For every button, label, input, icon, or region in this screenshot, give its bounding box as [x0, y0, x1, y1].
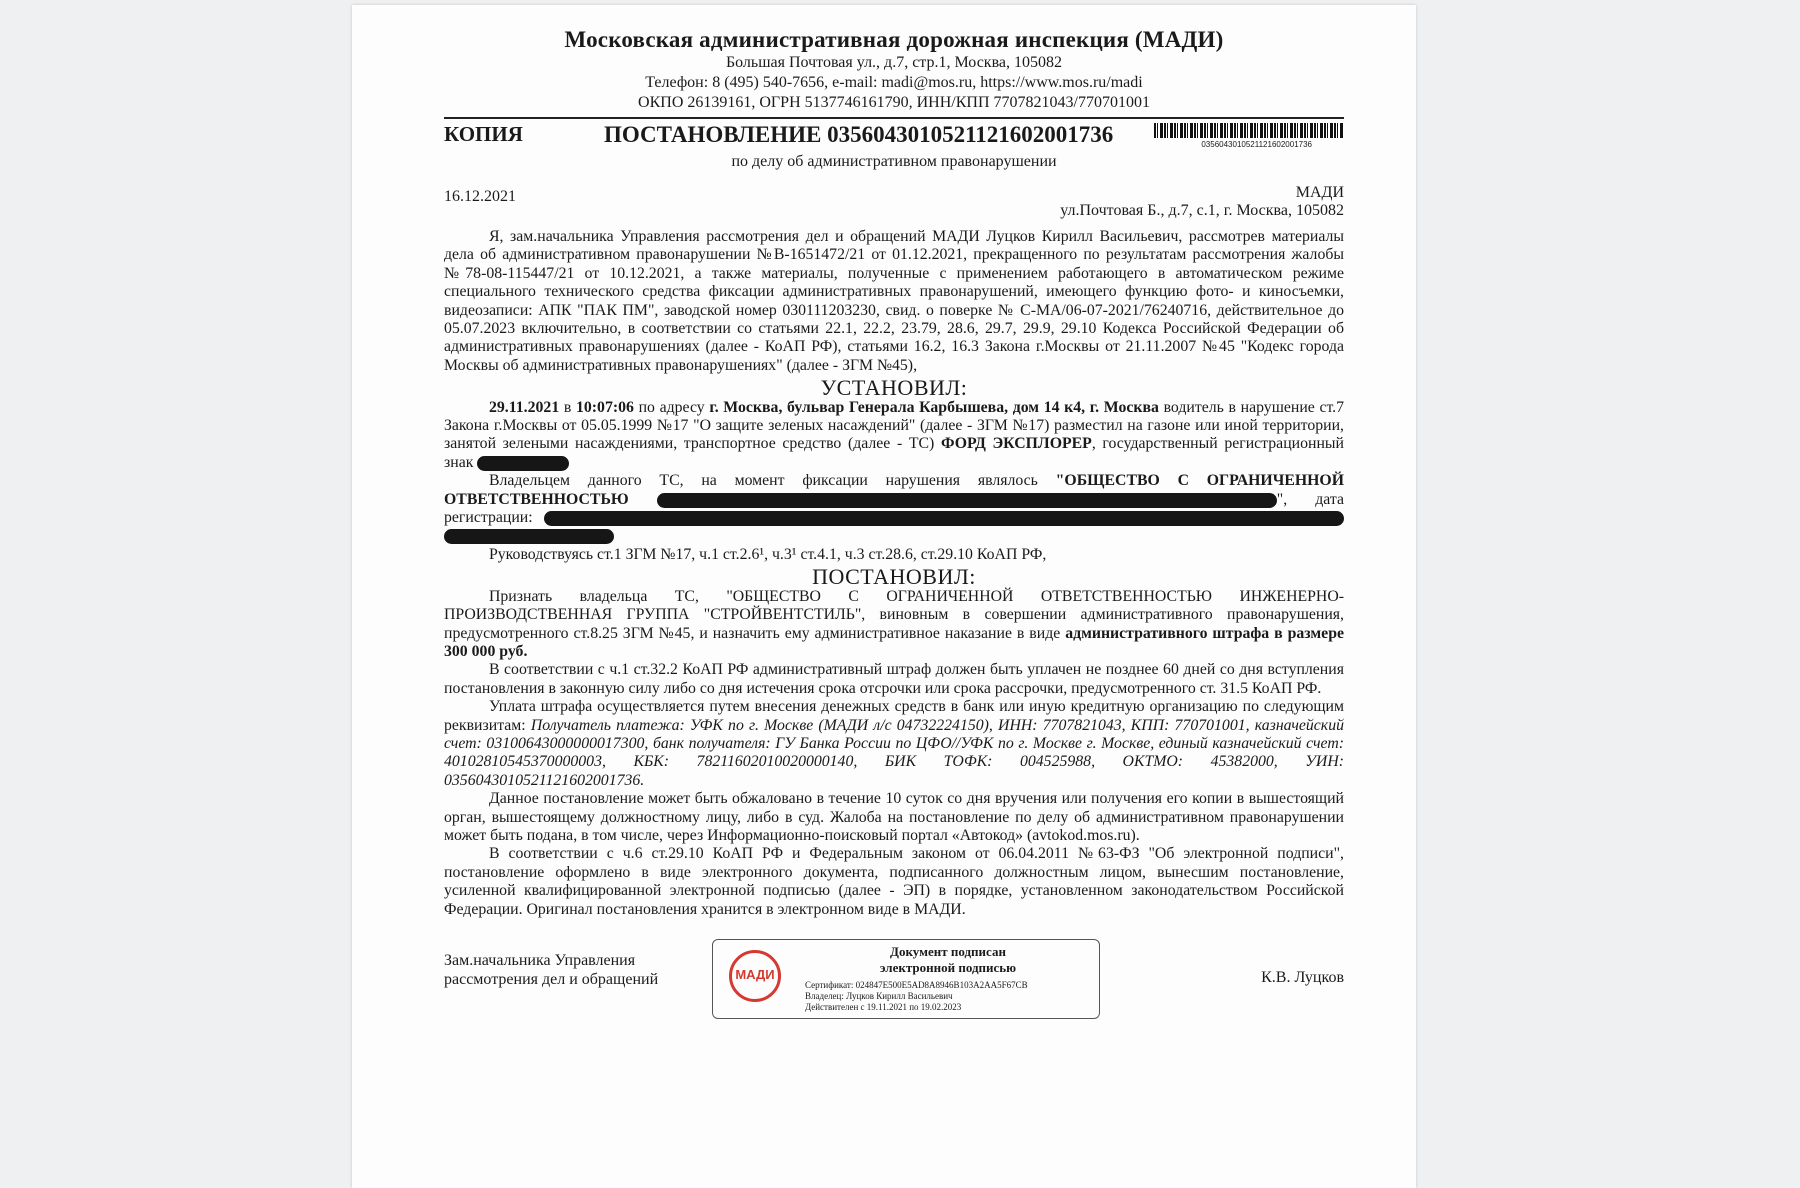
title-row [444, 119, 1344, 155]
org-contacts: Телефон: 8 (495) 540-7656, e-mail: madi@mos.ru, https://www.mos.ru/madi [645, 74, 1143, 91]
redacted-plate [477, 456, 569, 471]
violation-address: г. Москва, бульвар Генерала Карбышева, дом 14 к4, г. Москва [709, 398, 1159, 416]
stamp-owner: Владелец: Луцков Кирилл Васильевич [805, 991, 953, 1002]
document-content [444, 27, 1344, 1019]
document-page [352, 5, 1416, 1188]
redacted-registration [544, 511, 1344, 526]
payment-paragraph: Уплата штрафа осуществляется путем внесения денежных средств в банк или иную кредитную организацию по следующим реквизитам: Получатель платежа: УФК по г. Москве (МАДИ л/с 04732224150), ИНН: 7707821043, КПП: 770701001, казначейский счет: 03100643000000017300, банк получателя: ГУ Банка России по ЦФО//УФК по г. Москве г. Москве, единый казначейский счет: 40102810545370000003, КБК: 78211602010020000140, БИК ТОФК: 004525988, ОКТМО: 45382000, УИН: 0356043010521121602001736. [444, 698, 1344, 789]
esign-paragraph: В соответствии с ч.6 ст.29.10 КоАП РФ и Федеральным законом от 06.04.2011 №63-ФЗ "Об электронной подписи", постановление оформлено в виде электронного документа, подписанного должностным лицом, вынесшим постановление, усиленной квалифицированной электронной подписью (далее - ЭП) в порядке, установленном законодательством Российской Федерации. Оригинал постановления хранится в электронном виде в МАДИ. [444, 845, 1344, 918]
resolution-paragraph: Признать владельца ТС, "ОБЩЕСТВО С ОГРАНИЧЕННОЙ ОТВЕТСТВЕННОСТЬЮ ИНЖЕНЕРНО-ПРОИЗВОДСТВЕННАЯ ГРУППА "СТРОЙВЕНТСТИЛЬ", виновным в совершении административного правонарушения, предусмотренного ст.8.25 ЗГМ №45, и назначить ему административное наказание в виде административного штрафа в размере 300 000 руб. [444, 587, 1344, 660]
document-subtitle: по делу об административном правонарушении [731, 153, 1057, 170]
established-heading: УСТАНОВИЛ: [820, 375, 968, 401]
violation-time: 10:07:06 [576, 398, 634, 416]
place-org: МАДИ [1295, 184, 1344, 201]
barcode-icon [1154, 123, 1344, 138]
vehicle-model: ФОРД ЭКСПЛОРЕР [940, 435, 1092, 453]
stamp-heading: Документ подписан электронной подписью [879, 944, 1017, 976]
payment-term-paragraph: В соответствии с ч.1 ст.32.2 КоАП РФ административный штраф должен быть уплачен не позднее 60 дней со дня вступления постановления в законную силу либо со дня истечения срока отсрочки или срока рассрочки, предусмотренного ст. 31.5 КоАП РФ. [444, 661, 1344, 697]
redacted-registration-tail [444, 529, 614, 544]
copy-mark: КОПИЯ [444, 122, 523, 146]
established-paragraph: 29.11.2021 в 10:07:06 по адресу г. Москва, бульвар Генерала Карбышева, дом 14 к4, г. Москва водитель в нарушение ст.7 Закона г.Москвы от 05.05.1999 №17 "О защите зеленых насаждений" (далее - ЗГМ №17) разместил на газоне или иной территории, занятой зелеными насаждениями, транспортное средство (далее - ТС) ФОРД ЭКСПЛОРЕР, государственный регистрационный знак [444, 398, 1345, 471]
appeal-paragraph: Данное постановление может быть обжаловано в течение 10 суток со дня вручения или получения его копии в вышестоящий орган, вышестоящему должностному лицу, либо в суд. Жалоба на постановление по делу об административном правонарушении может быть подана, в том числе, через Информационно-поисковый портал «Автокод» (avtokod.mos.ru). [444, 790, 1344, 844]
signer-name: К.В. Луцков [1261, 969, 1344, 987]
redacted-owner [657, 493, 1277, 508]
barcode-number: 0356043010521121602001736 [1201, 140, 1312, 149]
e-signature-stamp [712, 939, 1100, 1019]
document-title: ПОСТАНОВЛЕНИЕ 0356043010521121602001736 [604, 122, 1114, 147]
org-codes: ОКПО 26139161, ОГРН 5137746161790, ИНН/КПП 7707821043/770701001 [638, 94, 1150, 111]
guided-paragraph: Руководствуясь ст.1 ЗГМ №17, ч.1 ст.2.6¹, ч.3¹ ст.4.1, ч.3 ст.28.6, ст.29.10 КоАП РФ, [489, 545, 1047, 563]
date-place-row [444, 184, 1344, 228]
owner-name: "ОБЩЕСТВО С ОГРАНИЧЕННОЙ ОТВЕТСТВЕННОСТЬЮ [444, 472, 1344, 508]
document-date: 16.12.2021 [444, 188, 516, 205]
org-name: Московская административная дорожная инспекция (МАДИ) [564, 27, 1224, 52]
org-address: Большая Почтовая ул., д.7, стр.1, Москва, 105082 [725, 54, 1063, 71]
signer-title: Зам.начальника Управления рассмотрения дел и обращений [444, 952, 659, 989]
document-place [1060, 184, 1344, 220]
violation-date: 29.11.2021 [489, 398, 560, 416]
owner-paragraph: Владельцем данного ТС, на момент фиксации нарушения являлось "ОБЩЕСТВО С ОГРАНИЧЕННОЙ ОТВЕТСТВЕННОСТЬЮ ", дата регистрации: [444, 472, 1344, 546]
resolved-heading: ПОСТАНОВИЛ: [812, 564, 976, 590]
signature-row [444, 939, 1344, 1019]
intro-paragraph: Я, зам.начальника Управления рассмотрения дел и обращений МАДИ Луцков Кирилл Васильевич, рассмотрев материалы дела об административном правонарушении №В-1651472/21 от 01.12.2021, прекращенного по результатам рассмотрения жалобы №78-08-115447/21 от 10.12.2021, а также материалы, полученные с применением работающего в автоматическом режиме специального технического средства фиксации административных правонарушений, имеющего функцию фото- и киносъемки, видеозаписи: АПК "ПАК ПМ", заводской номер 030111203230, свид. о поверке № С-МА/06-07-2021/76240716, действительное до 05.07.2023 включительно, в соответствии со статьями 22.1, 22.2, 23.79, 28.6, 29.7, 29.9, 29.10 Кодекса Российской Федерации об административных правонарушениях (далее - КоАП РФ), статьями 16.2, 16.3 Закона г.Москвы от 21.11.2007 №45 "Кодекс города Москвы об административных правонарушениях" (далее - ЗГМ №45), [444, 228, 1344, 374]
stamp-validity: Действителен с 19.11.2021 по 19.02.2023 [805, 1002, 962, 1013]
stamp-certificate: Сертификат: 024847E500E5AD8A8946B103A2AA5F67CB [805, 980, 1028, 991]
place-address: ул.Почтовая Б., д.7, с.1, г. Москва, 105082 [1060, 202, 1344, 219]
document-header [444, 27, 1344, 113]
penalty-amount: административного штрафа в размере 300 000 руб. [444, 624, 1344, 660]
madi-logo-icon: МАДИ [725, 950, 789, 1006]
payment-details: Получатель платежа: УФК по г. Москве (МАДИ л/с 04732224150), ИНН: 7707821043, КПП: 770701001, казначейский счет: 03100643000000017300, банк получателя: ГУ Банка России по ЦФО//УФК по г. Москве г. Москве, единый казначейский счет: 40102810545370000003, КБК: 78211602010020000140, БИК ТОФК: 004525988, ОКТМО: 45382000, УИН: 0356043010521121602001736. [444, 716, 1344, 789]
document-body [444, 228, 1344, 919]
